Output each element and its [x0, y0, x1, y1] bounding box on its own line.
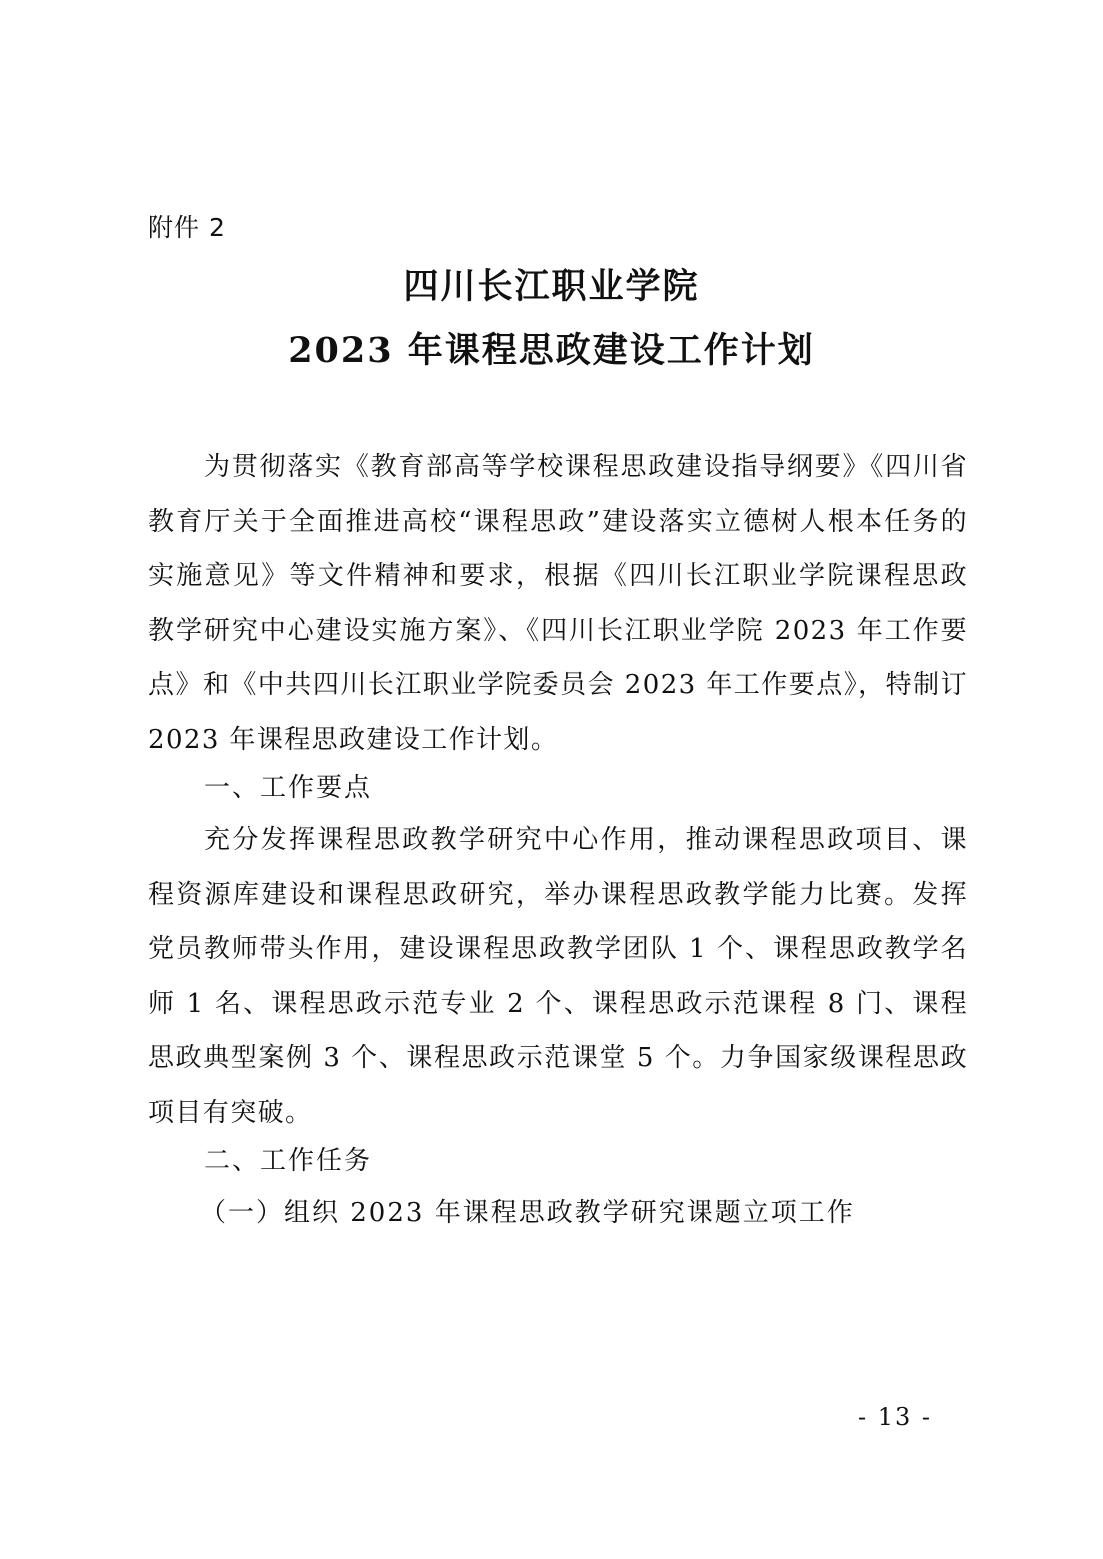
document-title-line2: 2023 年课程思政建设工作计划 [288, 330, 815, 371]
work-points-paragraph: 充分发挥课程思政教学研究中心作用，推动课程思政项目、课程资源库建设和课程思政研究，举办课程思政教学能力比赛。发挥党员教师带头作用，建设课程思政教学团队 1 个、课程思政教学名师 1 名、课程思政示范专业 2 个、课程思政示范课程 8 门、课程思政典型案例 3 个、课程思政示范课堂 5 个。力争国家级课程思政项目有突破。 [148, 825, 968, 1128]
intro-paragraph: 为贯彻落实《教育部高等学校课程思政建设指导纲要》《四川省教育厅关于全面推进高校“课程思政”建设落实立德树人根本任务的实施意见》等文件精神和要求，根据《四川长江职业学院课程思政教学研究中心建设实施方案》、《四川长江职业学院 2023 年工作要点》和《中共四川长江职业学院委员会 2023 年工作要点》，特制订 2023 年课程思政建设工作计划。 [148, 452, 968, 755]
attachment-label: 附件 2 [148, 213, 226, 242]
task-subheading-1: （一）组织 2023 年课程思政教学研究课题立项工作 [200, 1198, 855, 1228]
section-heading-work-points: 一、工作要点 [204, 773, 373, 803]
page-number: - 13 - [858, 1403, 933, 1431]
section-heading-work-tasks: 二、工作任务 [204, 1146, 373, 1176]
document-title-line1: 四川长江职业学院 [403, 266, 700, 307]
